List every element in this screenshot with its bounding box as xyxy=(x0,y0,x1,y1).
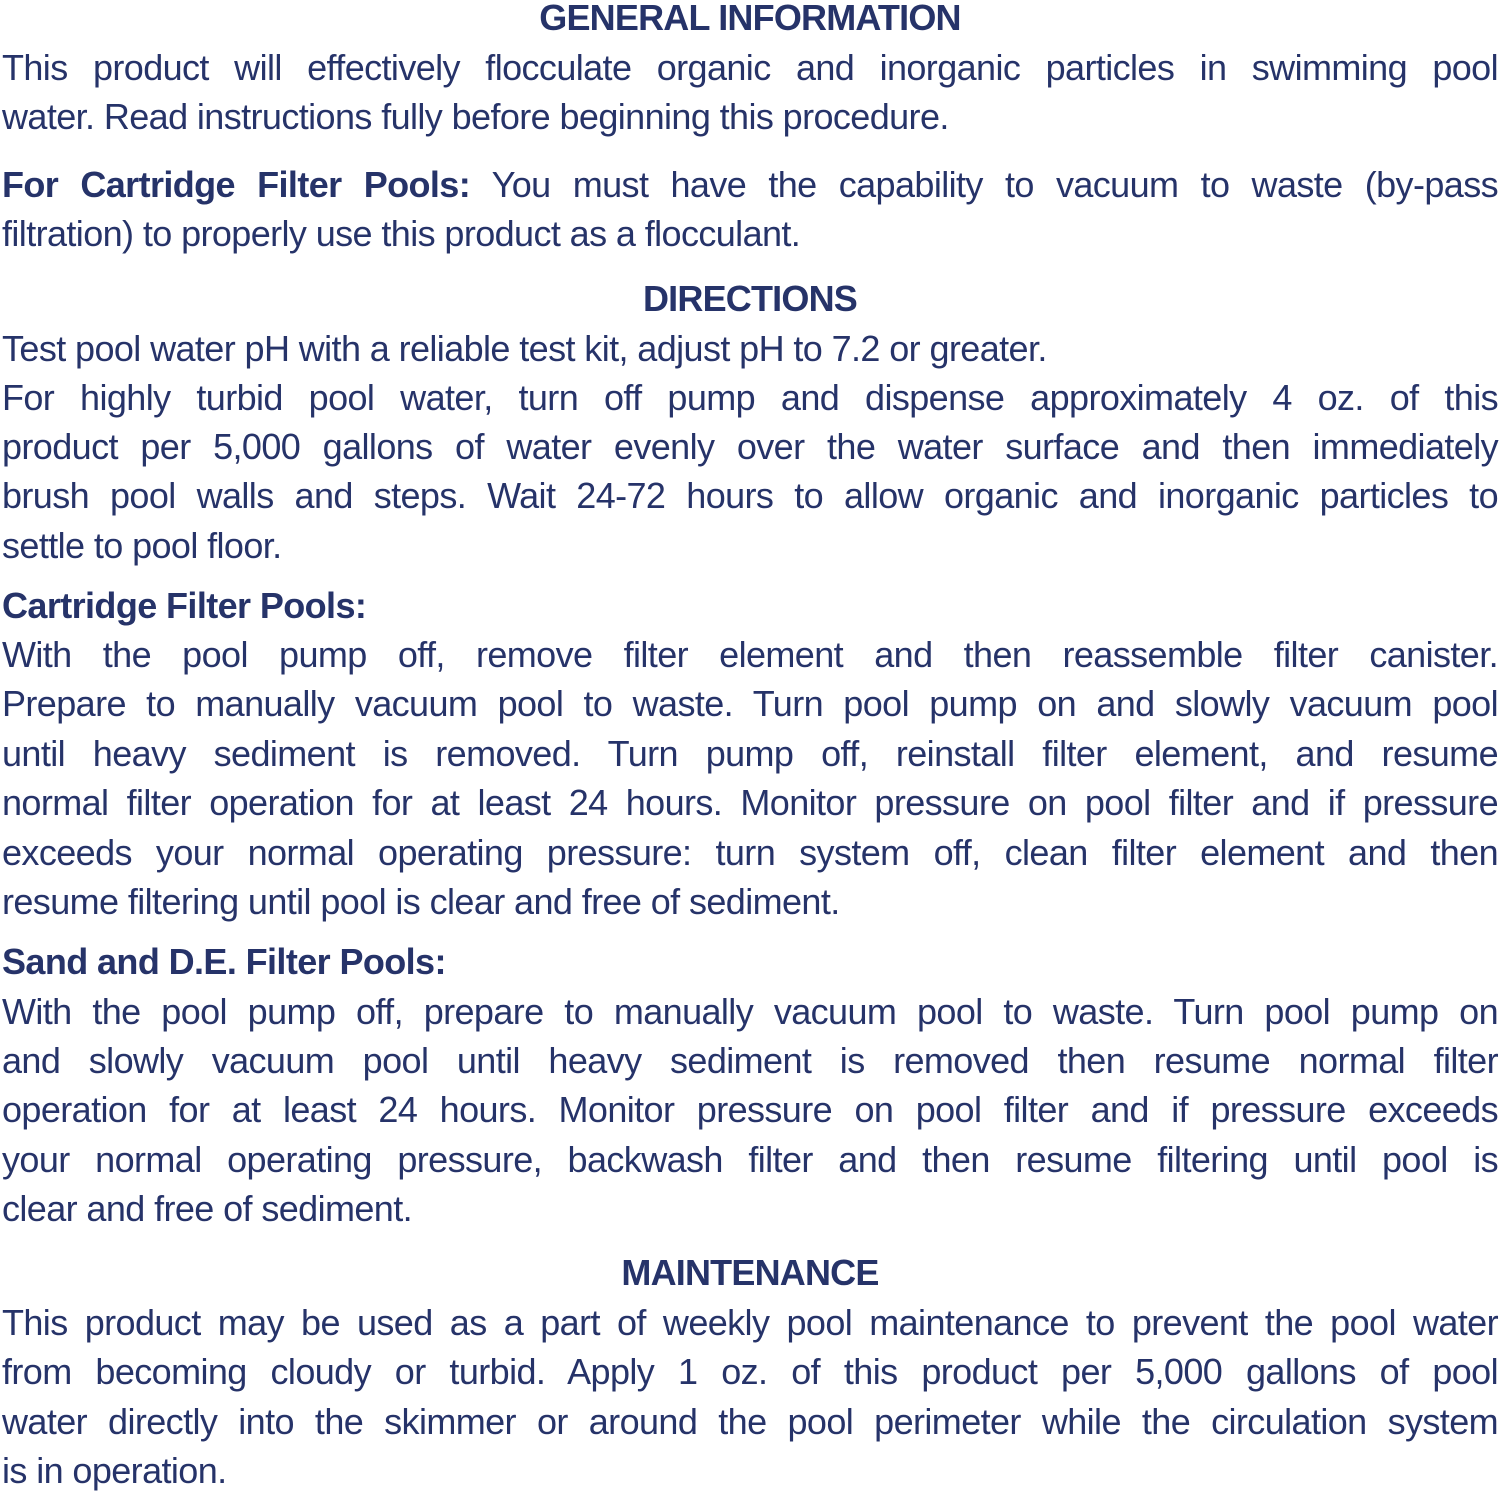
maintenance-line-2: from becoming cloudy or turbid. Apply 1 oz. of this product per 5,000 gallons of pool xyxy=(2,1351,1498,1392)
maintenance-line-1: This product may be used as a part of weekly pool maintenance to prevent the pool water xyxy=(2,1302,1498,1343)
sand-de-line-5: clear and free of sediment. xyxy=(2,1188,413,1229)
cartridge-requirement-line-1 xyxy=(2,163,1498,207)
directions-line-2: For highly turbid pool water, turn off pump and dispense approximately 4 oz. of this xyxy=(2,377,1498,418)
heading-cartridge-filter-pools: Cartridge Filter Pools: xyxy=(2,585,367,626)
maintenance-line-3: water directly into the skimmer or around the pool perimeter while the circulation system xyxy=(2,1401,1498,1442)
cartridge-requirement-label: For Cartridge Filter Pools: xyxy=(2,164,471,205)
cartridge-line-6: resume filtering until pool is clear and free of sediment. xyxy=(2,881,840,922)
sand-de-line-2: and slowly vacuum pool until heavy sediment is removed then resume normal filter xyxy=(2,1040,1498,1081)
sand-de-line-1: With the pool pump off, prepare to manually vacuum pool to waste. Turn pool pump on xyxy=(2,991,1498,1032)
directions-line-5: settle to pool floor. xyxy=(2,525,282,566)
heading-maintenance: MAINTENANCE xyxy=(621,1252,879,1293)
directions-line-1: Test pool water pH with a reliable test kit, adjust pH to 7.2 or greater. xyxy=(2,328,1047,369)
cartridge-line-4: normal filter operation for at least 24 hours. Monitor pressure on pool filter and if pressure xyxy=(2,782,1498,823)
cartridge-line-2: Prepare to manually vacuum pool to waste. Turn pool pump on and slowly vacuum pool xyxy=(2,683,1498,724)
sand-de-line-3: operation for at least 24 hours. Monitor pressure on pool filter and if pressure exceeds xyxy=(2,1089,1498,1130)
directions-line-3: product per 5,000 gallons of water evenly over the water surface and then immediately xyxy=(2,426,1498,467)
general-line-1: This product will effectively flocculate organic and inorganic particles in swimming pool xyxy=(2,47,1498,88)
cartridge-line-3: until heavy sediment is removed. Turn pump off, reinstall filter element, and resume xyxy=(2,733,1498,774)
sand-de-line-4: your normal operating pressure, backwash filter and then resume filtering until pool is xyxy=(2,1139,1498,1180)
heading-directions: DIRECTIONS xyxy=(642,278,857,319)
cartridge-requirement-line-2: filtration) to properly use this product as a flocculant. xyxy=(2,213,801,254)
cartridge-line-1: With the pool pump off, remove filter element and then reassemble filter canister. xyxy=(2,634,1498,675)
maintenance-line-4: is in operation. xyxy=(2,1450,227,1491)
heading-general-information: GENERAL INFORMATION xyxy=(539,0,961,38)
directions-line-4: brush pool walls and steps. Wait 24-72 hours to allow organic and inorganic particles to xyxy=(2,475,1498,516)
cartridge-line-5: exceeds your normal operating pressure: turn system off, clean filter element and then xyxy=(2,832,1498,873)
cartridge-requirement-text: You must have the capability to vacuum to waste (by-pass xyxy=(470,164,1498,205)
general-line-2: water. Read instructions fully before beginning this procedure. xyxy=(2,96,949,137)
heading-sand-de-filter-pools: Sand and D.E. Filter Pools: xyxy=(2,941,446,982)
